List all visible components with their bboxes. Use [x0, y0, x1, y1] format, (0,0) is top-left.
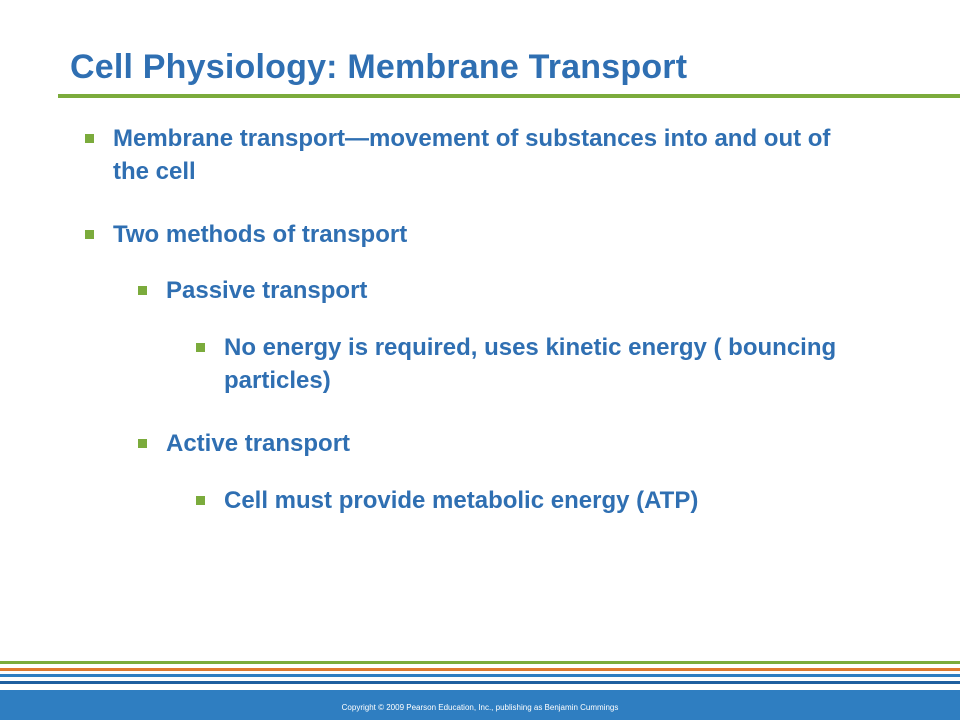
- sub-bullet-item: [138, 427, 858, 460]
- bullet-text: Membrane transport—movement of substances into and out of the cell: [113, 125, 831, 185]
- bullet-text: No energy is required, uses kinetic energy ( bouncing particles): [224, 334, 837, 394]
- sub-bullet-item: [138, 274, 858, 307]
- orange-stripe: [0, 668, 960, 671]
- square-bullet-icon: [196, 343, 205, 352]
- bullet-text: Passive transport: [166, 277, 368, 304]
- square-bullet-icon: [196, 496, 205, 505]
- footer-stripes: [0, 661, 960, 684]
- bullet-item: [85, 218, 865, 251]
- dark-blue-stripe: [0, 681, 960, 684]
- green-stripe: [0, 661, 960, 664]
- bullet-item: [85, 122, 865, 188]
- blue-stripe: [0, 674, 960, 677]
- title-divider: [58, 94, 960, 98]
- sub-sub-bullet-item: [196, 484, 896, 517]
- square-bullet-icon: [85, 134, 94, 143]
- bullet-text: Cell must provide metabolic energy (ATP): [224, 487, 699, 514]
- square-bullet-icon: [85, 230, 94, 239]
- square-bullet-icon: [138, 439, 147, 448]
- copyright-text: Copyright © 2009 Pearson Education, Inc., publishing as Benjamin Cummings: [341, 702, 619, 712]
- bullet-text: Active transport: [166, 430, 351, 457]
- bullet-text: Two methods of transport: [113, 221, 408, 248]
- square-bullet-icon: [138, 286, 147, 295]
- footer-bar: [0, 690, 960, 720]
- slide-title: Cell Physiology: Membrane Transport: [70, 48, 688, 86]
- sub-sub-bullet-item: [196, 331, 896, 397]
